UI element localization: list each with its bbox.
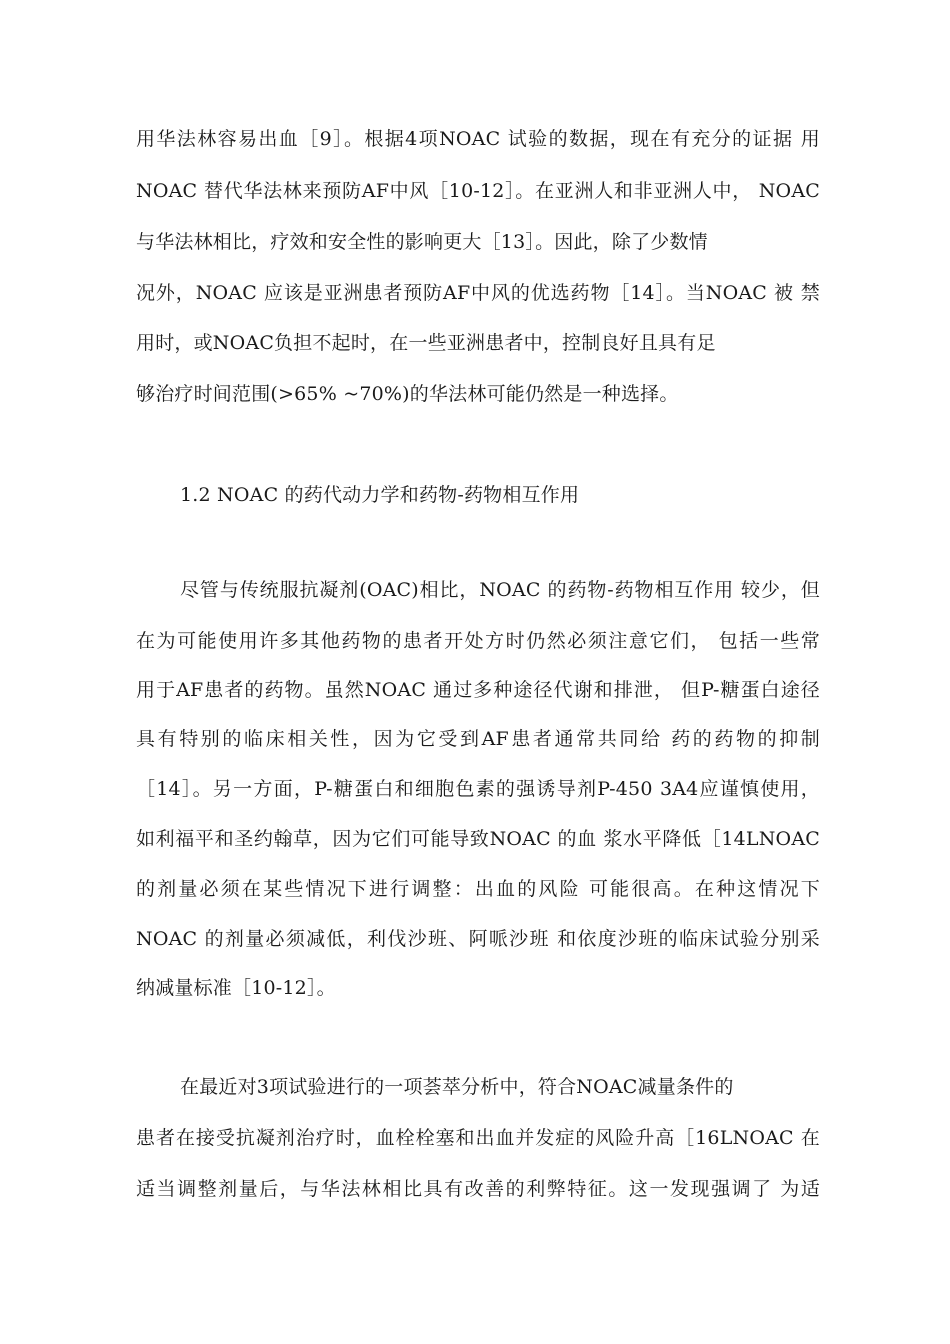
- text-line: 纳减量标准［10-12］。: [136, 977, 336, 999]
- text-line: 用华法林容易出血［9］。根据4项NOAC 试验的数据，现在有充分的证据 用: [136, 128, 820, 150]
- text-line: 的剂量必须在某些情况下进行调整：出血的风险 可能很高。在种这情况下: [136, 878, 820, 900]
- text-line: 适当调整剂量后，与华法林相比具有改善的利弊特征。这一发现强调了 为适: [136, 1178, 820, 1200]
- text-line: ［14］。另一方面，P-糖蛋白和细胞色素的强诱导剂P-450 3A4应谨慎使用，: [136, 778, 820, 800]
- text-line: 与华法林相比，疗效和安全性的影响更大［13］。因此，除了少数情: [136, 231, 708, 253]
- text-line: 在为可能使用许多其他药物的患者开处方时仍然必须注意它们， 包括一些常: [136, 630, 820, 652]
- text-line: 患者在接受抗凝剂治疗时，血栓栓塞和出血并发症的风险升高［16LNOAC 在: [136, 1127, 820, 1149]
- text-line: 尽管与传统服抗凝剂(OAC)相比，NOAC 的药物-药物相互作用 较少，但: [180, 579, 820, 601]
- text-line: 用于AF患者的药物。虽然NOAC 通过多种途径代谢和排泄， 但P-糖蛋白途径: [136, 679, 820, 701]
- section-heading: 1.2 NOAC 的药代动力学和药物-药物相互作用: [180, 484, 580, 506]
- text-line: 具有特别的临床相关性，因为它受到AF患者通常共同给 药的药物的抑制: [136, 728, 820, 750]
- text-line: 够治疗时间范围(>65% ~70%)的华法林可能仍然是一种选择。: [136, 383, 679, 405]
- text-line: 用时，或NOAC负担不起时，在一些亚洲患者中，控制良好且具有足: [136, 332, 716, 354]
- text-line: 如利福平和圣约翰草，因为它们可能导致NOAC 的血 浆水平降低［14LNOAC: [136, 828, 820, 850]
- text-line: 在最近对3项试验进行的一项荟萃分析中，符合NOAC减量条件的: [180, 1076, 734, 1098]
- text-line: NOAC 替代华法林来预防AF中风［10-12］。在亚洲人和非亚洲人中， NOAC: [136, 180, 820, 202]
- text-line: NOAC 的剂量必须减低，利伐沙班、阿哌沙班 和依度沙班的临床试验分别采: [136, 928, 820, 950]
- text-line: 况外，NOAC 应该是亚洲患者预防AF中风的优选药物［14］。当NOAC 被 禁: [136, 282, 820, 304]
